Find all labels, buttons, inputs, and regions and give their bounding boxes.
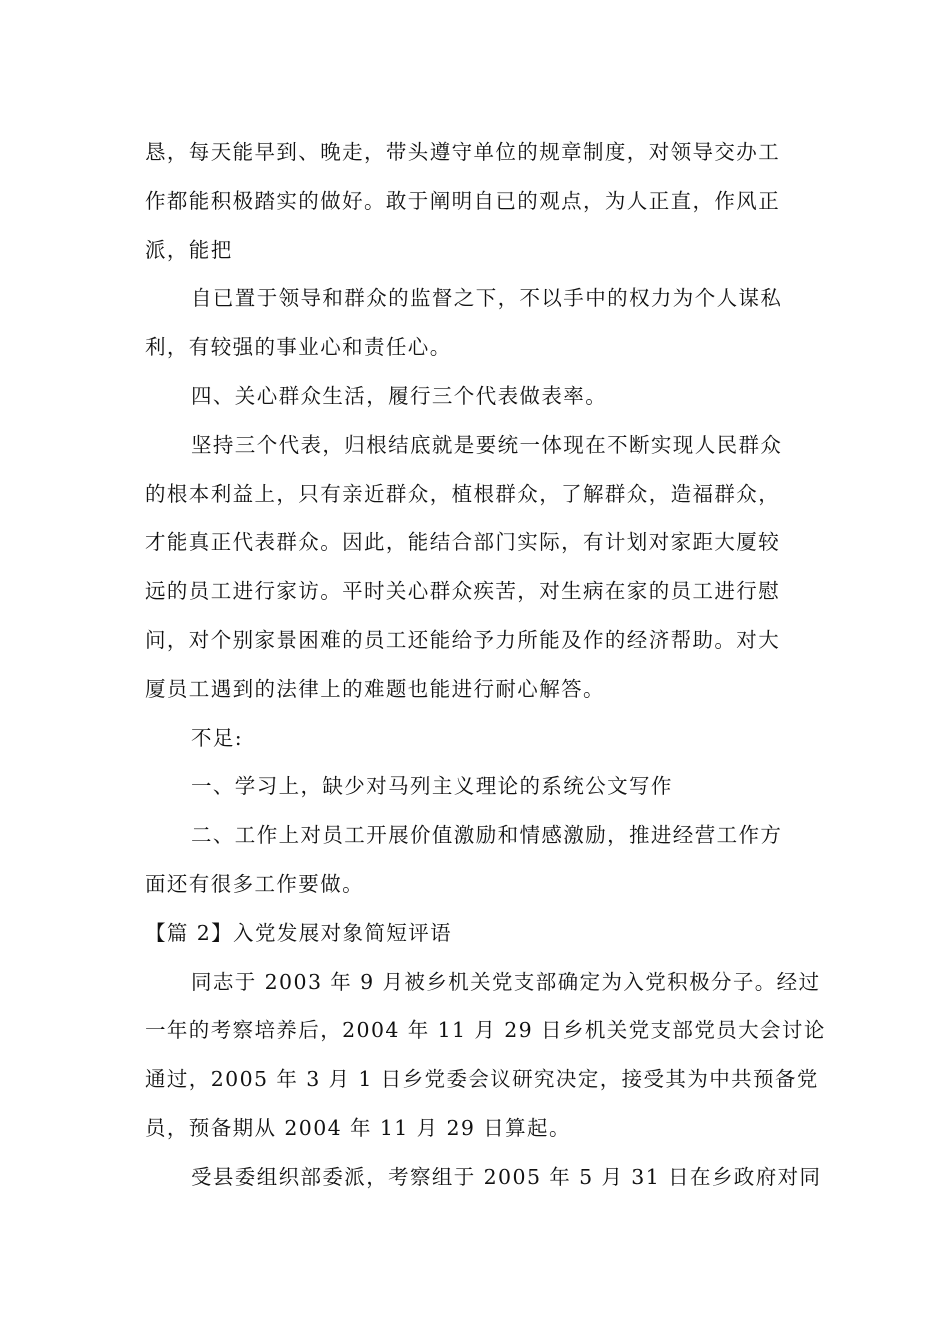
list-item [145, 811, 805, 909]
text-line: 四、关心群众生活，履行三个代表做表率。 [191, 383, 608, 408]
text-line: 远的员工进行家访。平时关心群众疾苦，对生病在家的员工进行慰 [145, 579, 781, 604]
text-line: 问，对个别家景困难的员工还能给予力所能及作的经济帮助。对大 [145, 627, 781, 652]
paragraph [145, 958, 826, 1153]
section-heading [145, 372, 805, 421]
text-line: 一年的考察培养后，2004 年 11 月 29 日乡机关党支部党员大会讨论 [145, 1018, 826, 1043]
text-line: 不足: [191, 725, 244, 750]
text-line: 同志于 2003 年 9 月被乡机关党支部确定为入党积极分子。经过 [191, 969, 821, 994]
text-line: 恳，每天能早到、晚走，带头遵守单位的规章制度，对领导交办工 [145, 140, 781, 164]
text-line: 坚持三个代表，归根结底就是要统一体现在不断实现人民群众 [191, 432, 783, 457]
list-item [145, 762, 805, 811]
text-line: 厦员工遇到的法律上的难题也能进行耐心解答。 [145, 676, 605, 701]
text-line: 面还有很多工作要做。 [145, 871, 364, 896]
paragraph [145, 421, 805, 714]
section-heading [145, 714, 805, 763]
text-line: 一、学习上，缺少对马列主义理论的系统公文写作 [191, 774, 673, 799]
text-line: 利，有较强的事业心和责任心。 [145, 335, 452, 360]
text-line: 受县委组织部委派，考察组于 2005 年 5 月 31 日在乡政府对同 [191, 1164, 822, 1189]
paragraph [145, 128, 805, 274]
text-line: 的根本利益上，只有亲近群众，植根群众，了解群众，造福群众， [145, 481, 781, 506]
text-line: 【篇 2】入党发展对象简短评语 [145, 920, 453, 945]
paragraph [145, 1153, 822, 1202]
text-line: 通过，2005 年 3 月 1 日乡党委会议研究决定，接受其为中共预备党 [145, 1067, 819, 1092]
text-line: 二、工作上对员工开展价值激励和情感激励，推进经营工作方 [191, 823, 783, 848]
text-line: 作都能积极踏实的做好。敢于阐明自已的观点，为人正直，作风正 [145, 188, 781, 213]
chapter-title [145, 909, 805, 958]
document-body [145, 128, 826, 1202]
text-line: 才能真正代表群众。因此，能结合部门实际，有计划对家距大厦较 [145, 530, 781, 555]
text-line: 派，能把 [145, 237, 233, 262]
text-line: 自已置于领导和群众的监督之下，不以手中的权力为个人谋私 [191, 286, 783, 311]
paragraph [145, 274, 805, 372]
text-line: 员，预备期从 2004 年 11 月 29 日算起。 [145, 1115, 571, 1140]
